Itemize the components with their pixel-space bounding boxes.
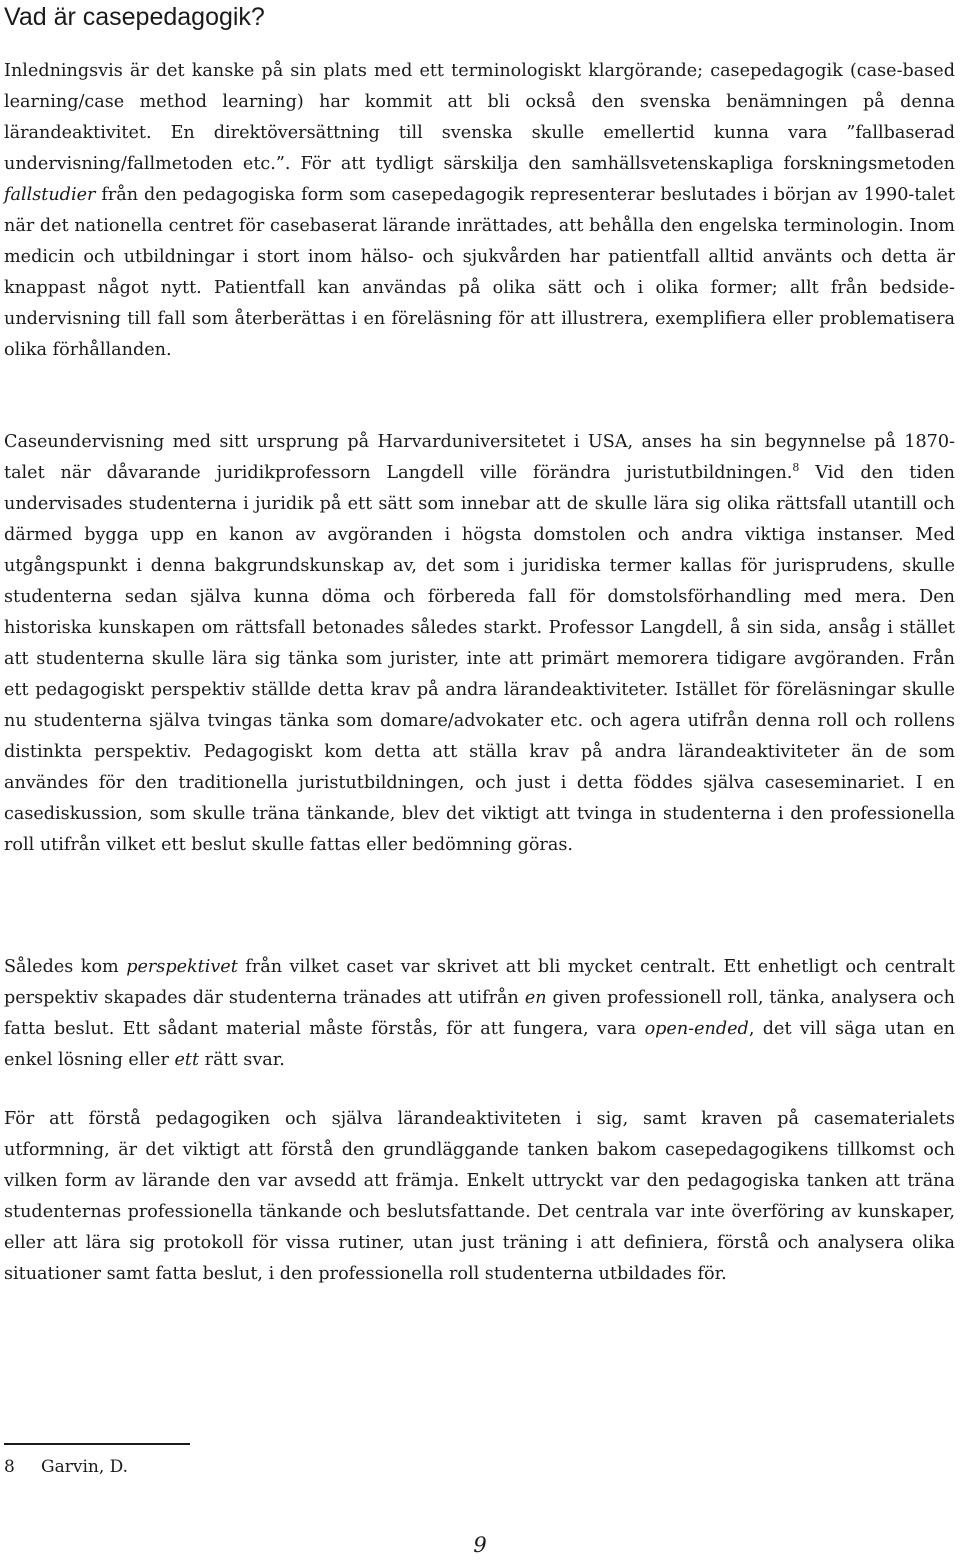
paragraph-text: från den pedagogiska form som casepedagogik representerar beslutades i början av 1990-talet när det nationella centret för casebaserat lärande inrättades, att behålla den engelska terminologin. Inom medicin och utbildningar i stort inom hälso- och sjukvården har patientfall alltid använts och detta är knappast något nytt. Patientfall kan användas på olika sätt och i olika former; allt från bedside-undervisning till fall som återberättas i en föreläsning för att illustrera, exemplifiera eller problematisera olika förhållanden. [4,185,955,360]
paragraph-text: given professionell roll, tänka, analysera och fatta beslut. Ett sådant material måste förstås, för att fungera, vara [4,988,955,1039]
paragraph-text: rätt svar. [199,1050,285,1070]
emphasis-en: en [524,988,547,1008]
paragraph-text: från vilket caset var skrivet att bli mycket centralt. Ett enhetligt och centralt perspektiv skapades där studenterna tränades att utifrån [4,957,955,1008]
page-title: Vad är casepedagogik? [4,3,265,31]
footnote-text: Garvin, D. [41,1457,129,1477]
paragraph-text: Vid den tiden undervisades studenterna i juridik på ett sätt som innebar att de skulle lära sig olika rättsfall utantill och därmed bygga upp en kanon av avgöranden i högsta domstolen och andra viktiga instanser. Med utgångspunkt i denna bakgrundskunskap av, det som i juridiska termer kallas för jurisprudens, skulle studenterna sedan själva kunna döma och förbereda fall för domstolsförhandling med mera. Den historiska kunskapen om rättsfall betonades således starkt. Professor Langdell, å sin sida, ansåg i stället att studenterna skulle lära sig tänka som jurister, inte att primärt memorera tidigare avgöranden. Från ett pedagogiskt perspektiv ställde detta krav på andra lärandeaktiviteter. Istället för föreläsningar skulle nu studenterna själva tvingas tänka som domare/advokater etc. och agera utifrån denna roll och rollens distinkta perspektiv. Pedagogiskt kom detta att ställa krav på andra lärandeaktiviteter än de som användes för den traditionella juristutbildningen, och just i detta föddes själva caseseminariet. I en casediskussion, som skulle träna tänkande, blev det viktigt att tvinga in studenterna i den professionella roll utifrån vilket ett beslut skulle fattas eller bedömning göras. [4,463,955,855]
footnote-reference: 8 [792,461,800,475]
paragraph-terminology [4,56,955,366]
footnote-divider [4,1443,190,1445]
emphasis-ett: ett [174,1050,200,1070]
page-number: 9 [473,1533,487,1557]
paragraph-text: , det vill säga utan en enkel lösning eller [4,1019,955,1070]
footnote-number: 8 [4,1457,15,1477]
paragraph-text: Caseundervisning med sitt ursprung på Harvarduniversitetet i USA, anses ha sin begynnelse på 1870-talet när dåvarande juridikprofessorn Langdell ville förändra juristutbildningen. [4,432,955,483]
paragraph-text: Således kom [4,957,127,977]
footnote [4,1455,128,1479]
paragraph-text: Inledningsvis är det kanske på sin plats med ett terminologiskt klargörande; casepedagogik (case-based learning/case method learning) har kommit att bli också den svenska benämningen på denna lärandeaktivitet. En direktöversättning till svenska skulle emellertid kunna vara ”fallbaserad undervisning/fallmetoden etc.”. För att tydligt särskilja den samhällsvetenskapliga forskningsmetoden [4,61,955,174]
emphasis-perspektivet: perspektivet [126,957,238,977]
paragraph-perspective [4,952,955,1076]
paragraph-history [4,427,955,861]
emphasis-open-ended: open-ended [644,1019,749,1039]
emphasis-fallstudier: fallstudier [4,185,96,205]
paragraph-purpose: För att förstå pedagogiken och själva lärandeaktiviteten i sig, samt kraven på casematerialets utformning, är det viktigt att förstå den grundläggande tanken bakom casepedagogikens tillkomst och vilken form av lärande den var avsedd att främja. Enkelt uttryckt var den pedagogiska tanken att träna studenternas professionella tänkande och beslutsfattande. Det centrala var inte överföring av kunskaper, eller att lära sig protokoll för vissa rutiner, utan just träning i att definiera, förstå och analysera olika situationer samt fatta beslut, i den professionella roll studenterna utbildades för. [4,1109,955,1284]
